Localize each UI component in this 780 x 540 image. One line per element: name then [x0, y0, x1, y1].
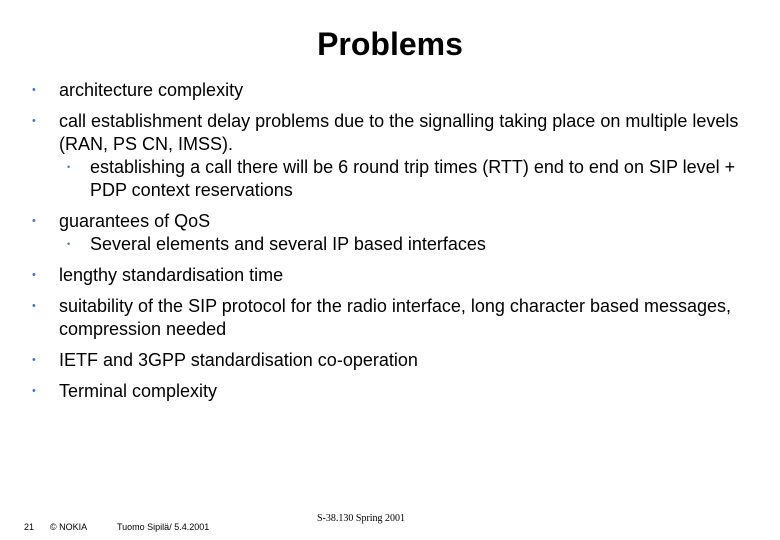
bullet-icon: •: [32, 215, 36, 227]
sub-bullet-item: [59, 156, 744, 202]
bullet-item: [24, 295, 744, 341]
bullet-item: [24, 210, 744, 256]
bullet-item: [24, 380, 744, 403]
copyright-notice: © NOKIA: [50, 522, 88, 532]
bullet-item: [24, 264, 744, 287]
bullet-text: call establishment delay problems due to the signalling taking place on multiple levels (RAN, PS CN, IMSS).: [59, 111, 739, 154]
bullet-item: [24, 79, 744, 102]
bullet-icon: •: [32, 385, 36, 397]
bullet-icon: •: [32, 300, 36, 312]
sub-bullet-icon: •: [67, 162, 71, 172]
slide-title: Problems: [317, 26, 463, 62]
bullet-text: Terminal complexity: [59, 381, 218, 401]
bullet-text: lengthy standardisation time: [59, 265, 284, 285]
bullet-icon: •: [32, 354, 36, 366]
sub-bullet-item: [59, 233, 744, 256]
bullet-icon: •: [32, 84, 36, 96]
bullet-icon: •: [32, 115, 36, 127]
bullet-text: IETF and 3GPP standardisation co-operation: [59, 350, 418, 370]
bullet-text: architecture complexity: [59, 80, 244, 100]
bullet-text: guarantees of QoS: [59, 211, 211, 231]
sub-bullet-icon: •: [67, 239, 71, 249]
bullet-item: [24, 110, 744, 202]
sub-bullet-text: Several elements and several IP based interfaces: [90, 234, 486, 254]
bullet-icon: •: [32, 269, 36, 281]
bullet-item: [24, 349, 744, 372]
course-label: S-38.130 Spring 2001: [317, 513, 406, 524]
page-number: 21: [24, 522, 35, 532]
bullet-text: suitability of the SIP protocol for the radio interface, long character based messages, compression needed: [59, 296, 732, 339]
author-date: Tuomo Sipilä/ 5.4.2001: [117, 522, 210, 532]
sub-bullet-text: establishing a call there will be 6 round trip times (RTT) end to end on SIP level + PDP context reservations: [90, 157, 736, 200]
bullet-list: [24, 79, 744, 411]
